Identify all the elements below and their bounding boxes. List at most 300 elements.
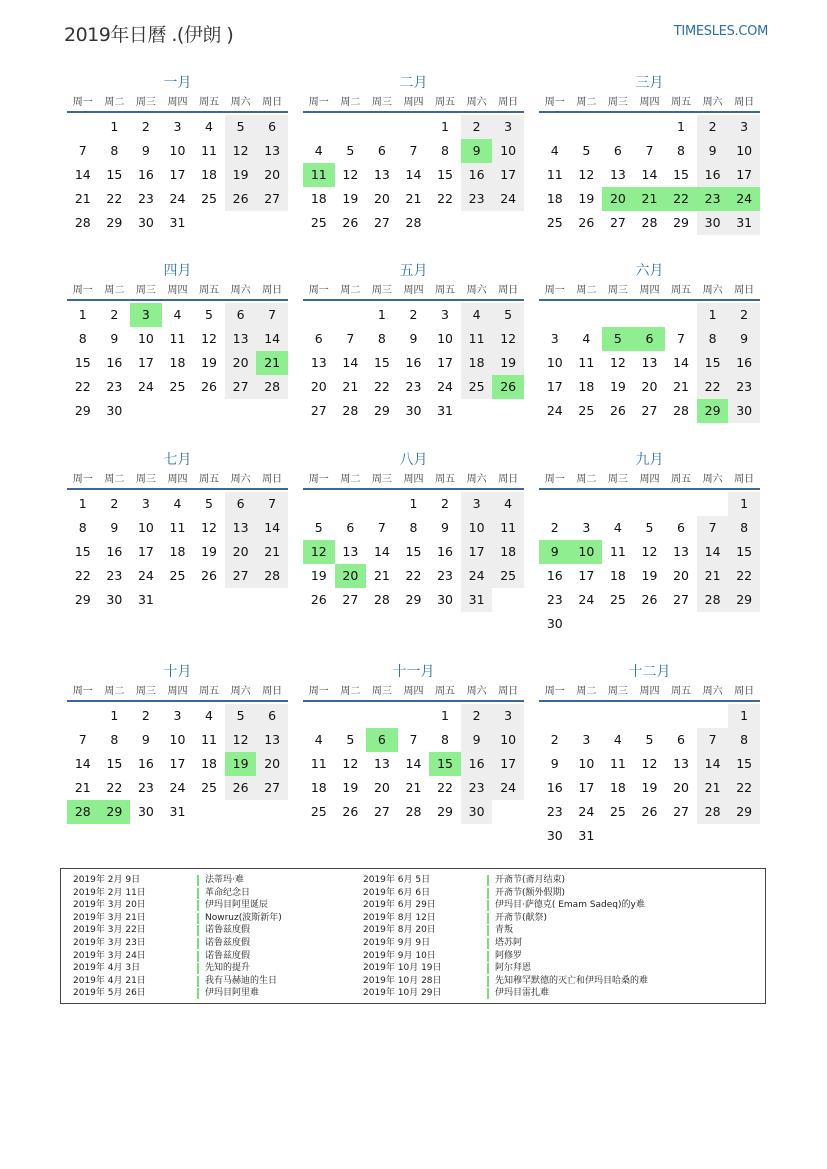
- weekday-label: 周三: [371, 285, 392, 296]
- day-cell: 31: [578, 828, 595, 843]
- weekday-label: 周三: [371, 686, 392, 697]
- day-cell: 12: [201, 520, 217, 535]
- day-cell: 27: [225, 564, 257, 588]
- weekday-label: 周一: [308, 97, 329, 108]
- month-name: 十二月: [628, 664, 671, 680]
- empty-cell: [335, 115, 367, 139]
- weekday-label: 周二: [104, 97, 125, 108]
- day-cell: 29: [728, 800, 760, 824]
- day-grid: [303, 704, 524, 824]
- day-cell: 10: [546, 355, 563, 370]
- day-cell: 4: [314, 732, 323, 747]
- day-cell: 5: [314, 520, 323, 535]
- day-cell: 19: [342, 191, 359, 206]
- legend-row: [363, 975, 648, 988]
- holiday-day-cell: 9: [461, 139, 493, 163]
- weekday-label: 周五: [671, 686, 692, 697]
- legend-row: [363, 887, 648, 900]
- day-cell: 15: [697, 351, 729, 375]
- month-block: [303, 661, 524, 824]
- day-cell: 7: [346, 331, 355, 346]
- weekday-label: 周五: [435, 285, 456, 296]
- empty-cell: [366, 492, 398, 516]
- empty-cell: [335, 704, 367, 728]
- day-cell: 14: [673, 355, 689, 370]
- holiday-day-cell: 21: [256, 351, 288, 375]
- weekday-label: 周一: [72, 285, 93, 296]
- day-cell: 30: [461, 800, 493, 824]
- empty-cell: [303, 115, 335, 139]
- day-cell: 12: [578, 167, 595, 182]
- day-cell: 10: [437, 331, 453, 346]
- day-cell: 18: [201, 756, 217, 771]
- holiday-marker: [197, 938, 199, 949]
- day-cell: 27: [310, 403, 327, 418]
- weekday-label: 周二: [576, 285, 597, 296]
- weekday-label: 周二: [104, 474, 125, 485]
- holiday-name: 先知的提升: [205, 963, 251, 974]
- weekday-label: 周三: [607, 97, 628, 108]
- holiday-marker: [197, 963, 199, 974]
- weekday-label: 周六: [702, 686, 723, 697]
- weekday-header: [303, 683, 524, 702]
- day-grid: [67, 492, 288, 612]
- day-cell: 12: [609, 355, 626, 370]
- weekday-label: 周四: [639, 285, 660, 296]
- day-cell: 17: [437, 355, 453, 370]
- day-cell: 19: [201, 544, 217, 559]
- legend-row: [73, 937, 282, 950]
- day-cell: 2: [461, 704, 493, 728]
- holiday-name: 伊玛目阿里难: [205, 988, 260, 999]
- day-cell: 26: [225, 187, 257, 211]
- day-cell: 10: [137, 331, 154, 346]
- day-cell: 28: [697, 800, 729, 824]
- day-cell: 22: [728, 776, 760, 800]
- day-cell: 30: [546, 828, 563, 843]
- weekday-label: 周日: [262, 686, 283, 697]
- holiday-name: 革命纪念日: [205, 887, 251, 898]
- holiday-marker: [487, 988, 489, 999]
- day-cell: 27: [641, 403, 658, 418]
- holiday-date: 2019年 9月 10日: [363, 950, 436, 961]
- month-name: 九月: [635, 452, 664, 468]
- holiday-marker: [487, 925, 489, 936]
- empty-cell: [335, 303, 367, 327]
- holiday-day-cell: 10: [571, 540, 603, 564]
- weekday-label: 周二: [576, 686, 597, 697]
- holiday-day-cell: 29: [99, 800, 131, 824]
- day-cell: 12: [201, 331, 217, 346]
- day-cell: 18: [609, 780, 626, 795]
- day-cell: 11: [492, 516, 524, 540]
- month-name: 六月: [635, 263, 664, 279]
- holiday-name: 诺鲁兹度假: [205, 925, 251, 936]
- day-cell: 6: [677, 520, 685, 535]
- day-cell: 26: [201, 379, 217, 394]
- holiday-name: 开斋节(献祭): [495, 912, 548, 923]
- holiday-day-cell: 20: [335, 564, 367, 588]
- day-cell: 11: [169, 331, 186, 346]
- day-cell: 20: [673, 568, 689, 583]
- holiday-marker: [197, 951, 199, 962]
- day-cell: 28: [673, 403, 689, 418]
- empty-cell: [665, 303, 697, 327]
- day-cell: 7: [409, 143, 418, 158]
- day-cell: 31: [461, 588, 493, 612]
- day-cell: 7: [256, 492, 288, 516]
- weekday-header: [303, 471, 524, 490]
- holiday-date: 2019年 8月 12日: [363, 912, 436, 923]
- legend-row: [73, 950, 282, 963]
- holiday-day-cell: 22: [665, 187, 697, 211]
- site-brand[interactable]: TIMESLES.COM: [673, 24, 768, 39]
- holiday-name: 青叛: [495, 925, 514, 936]
- day-cell: 26: [310, 592, 327, 607]
- weekday-label: 周四: [167, 285, 188, 296]
- day-cell: 23: [137, 191, 154, 206]
- day-cell: 8: [728, 516, 760, 540]
- day-cell: 8: [78, 331, 87, 346]
- day-cell: 9: [110, 331, 119, 346]
- holiday-name: 诺鲁兹度假: [205, 937, 251, 948]
- month-name: 七月: [163, 452, 192, 468]
- day-cell: 19: [310, 568, 327, 583]
- weekday-label: 周日: [262, 474, 283, 485]
- day-cell: 4: [613, 732, 622, 747]
- day-cell: 28: [697, 588, 729, 612]
- weekday-label: 周三: [135, 474, 156, 485]
- day-cell: 24: [437, 379, 453, 394]
- day-cell: 10: [492, 139, 524, 163]
- day-cell: 3: [141, 496, 150, 511]
- day-cell: 3: [492, 115, 524, 139]
- day-cell: 3: [173, 119, 182, 134]
- day-cell: 15: [728, 752, 760, 776]
- empty-cell: [571, 704, 603, 728]
- holiday-date: 2019年 2月 11日: [73, 887, 146, 898]
- weekday-header: [539, 282, 760, 301]
- weekday-label: 周四: [403, 285, 424, 296]
- day-cell: 14: [342, 355, 359, 370]
- legend-row: [73, 912, 282, 925]
- day-cell: 24: [137, 379, 154, 394]
- day-cell: 5: [205, 496, 213, 511]
- day-cell: 19: [342, 780, 359, 795]
- day-cell: 23: [405, 379, 422, 394]
- weekday-label: 周四: [403, 474, 424, 485]
- weekday-label: 周六: [230, 97, 251, 108]
- weekday-label: 周一: [308, 686, 329, 697]
- day-cell: 13: [310, 355, 327, 370]
- day-cell: 29: [373, 403, 390, 418]
- day-cell: 17: [137, 355, 154, 370]
- day-cell: 15: [106, 167, 123, 182]
- day-cell: 22: [437, 191, 453, 206]
- holiday-name: 伊玛目阿里诞辰: [205, 900, 269, 911]
- legend-row: [363, 874, 648, 887]
- day-cell: 16: [106, 355, 123, 370]
- weekday-label: 周一: [72, 474, 93, 485]
- day-cell: 16: [546, 568, 563, 583]
- day-cell: 2: [141, 708, 150, 723]
- day-cell: 25: [201, 780, 217, 795]
- holiday-marker: [487, 900, 489, 911]
- day-cell: 29: [74, 403, 91, 418]
- day-cell: 18: [310, 780, 327, 795]
- day-cell: 10: [169, 732, 186, 747]
- day-grid: [303, 492, 524, 612]
- day-cell: 21: [373, 568, 390, 583]
- day-cell: 1: [697, 303, 729, 327]
- weekday-label: 周三: [371, 97, 392, 108]
- day-cell: 9: [550, 756, 559, 771]
- holiday-day-cell: 19: [225, 752, 257, 776]
- holiday-day-cell: 28: [67, 800, 99, 824]
- holiday-day-cell: 15: [429, 752, 461, 776]
- day-cell: 2: [110, 307, 119, 322]
- day-cell: 1: [110, 119, 119, 134]
- weekday-header: [539, 94, 760, 113]
- month-block: [303, 72, 524, 235]
- day-cell: 18: [546, 191, 563, 206]
- day-cell: 15: [106, 756, 123, 771]
- day-cell: 27: [256, 776, 288, 800]
- day-cell: 20: [225, 540, 257, 564]
- holiday-marker: [487, 913, 489, 924]
- day-cell: 16: [728, 351, 760, 375]
- holiday-date: 2019年 9月 9日: [363, 937, 431, 948]
- weekday-header: [539, 471, 760, 490]
- empty-cell: [539, 303, 571, 327]
- holiday-marker: [487, 888, 489, 899]
- day-cell: 16: [137, 756, 154, 771]
- weekday-label: 周三: [135, 686, 156, 697]
- day-cell: 8: [697, 327, 729, 351]
- day-cell: 25: [310, 215, 327, 230]
- weekday-label: 周六: [466, 686, 487, 697]
- day-cell: 19: [225, 163, 257, 187]
- day-cell: 23: [461, 187, 493, 211]
- weekday-label: 周日: [498, 686, 519, 697]
- day-cell: 23: [437, 568, 453, 583]
- day-cell: 11: [546, 167, 563, 182]
- day-cell: 28: [256, 564, 288, 588]
- holiday-name: 我有马赫迪的生日: [205, 975, 278, 986]
- weekday-label: 周五: [435, 97, 456, 108]
- day-cell: 22: [106, 191, 123, 206]
- day-cell: 30: [546, 616, 563, 631]
- day-cell: 31: [169, 215, 186, 230]
- day-cell: 6: [346, 520, 355, 535]
- day-cell: 17: [137, 544, 154, 559]
- day-cell: 10: [169, 143, 186, 158]
- weekday-label: 周六: [702, 97, 723, 108]
- day-cell: 15: [405, 544, 422, 559]
- day-cell: 19: [641, 780, 658, 795]
- day-cell: 23: [106, 379, 123, 394]
- day-cell: 24: [578, 592, 595, 607]
- day-cell: 3: [461, 492, 493, 516]
- month-name: 十一月: [392, 664, 435, 680]
- day-cell: 2: [697, 115, 729, 139]
- holiday-name: 阿尔拜恩: [495, 963, 532, 974]
- day-cell: 8: [110, 143, 119, 158]
- day-cell: 19: [492, 351, 524, 375]
- day-cell: 22: [405, 568, 422, 583]
- empty-cell: [539, 492, 571, 516]
- empty-cell: [303, 492, 335, 516]
- day-cell: 9: [110, 520, 119, 535]
- weekday-label: 周二: [576, 474, 597, 485]
- day-cell: 30: [137, 804, 154, 819]
- day-cell: 13: [373, 167, 390, 182]
- day-cell: 2: [141, 119, 150, 134]
- day-cell: 11: [169, 520, 186, 535]
- day-cell: 7: [377, 520, 386, 535]
- holiday-date: 2019年 5月 26日: [73, 988, 146, 999]
- weekday-label: 周一: [544, 474, 565, 485]
- legend-row: [363, 899, 648, 912]
- day-cell: 20: [673, 780, 689, 795]
- day-cell: 25: [546, 215, 563, 230]
- day-cell: 26: [641, 804, 658, 819]
- weekday-label: 周一: [544, 285, 565, 296]
- day-cell: 12: [342, 756, 359, 771]
- day-cell: 10: [728, 139, 760, 163]
- day-cell: 14: [641, 167, 658, 182]
- holiday-date: 2019年 6月 29日: [363, 900, 436, 911]
- day-cell: 7: [409, 732, 418, 747]
- day-cell: 22: [728, 564, 760, 588]
- day-cell: 3: [492, 704, 524, 728]
- empty-cell: [303, 704, 335, 728]
- weekday-header: [67, 282, 288, 301]
- day-cell: 6: [377, 143, 386, 158]
- month-name: 三月: [635, 75, 664, 91]
- day-cell: 3: [582, 520, 591, 535]
- weekday-label: 周四: [403, 686, 424, 697]
- day-cell: 19: [609, 379, 626, 394]
- day-cell: 25: [201, 191, 217, 206]
- day-cell: 30: [697, 211, 729, 235]
- weekday-label: 周六: [702, 474, 723, 485]
- weekday-label: 周二: [340, 97, 361, 108]
- weekday-label: 周日: [498, 285, 519, 296]
- day-cell: 7: [256, 303, 288, 327]
- day-cell: 17: [461, 540, 493, 564]
- weekday-label: 周一: [72, 97, 93, 108]
- day-cell: 6: [225, 492, 257, 516]
- legend-row: [73, 899, 282, 912]
- day-cell: 14: [405, 756, 422, 771]
- day-cell: 20: [641, 379, 658, 394]
- weekday-label: 周一: [308, 285, 329, 296]
- day-cell: 28: [405, 804, 422, 819]
- day-cell: 26: [342, 215, 359, 230]
- day-cell: 21: [256, 540, 288, 564]
- weekday-label: 周三: [607, 686, 628, 697]
- day-cell: 15: [74, 544, 91, 559]
- day-cell: 31: [728, 211, 760, 235]
- holiday-date: 2019年 4月 3日: [73, 963, 141, 974]
- legend-row: [363, 937, 648, 950]
- day-cell: 14: [405, 167, 422, 182]
- empty-cell: [665, 704, 697, 728]
- day-cell: 9: [141, 732, 150, 747]
- weekday-label: 周六: [702, 285, 723, 296]
- day-cell: 27: [673, 592, 689, 607]
- weekday-label: 周四: [167, 97, 188, 108]
- weekday-label: 周五: [671, 474, 692, 485]
- day-cell: 24: [492, 187, 524, 211]
- weekday-label: 周四: [167, 474, 188, 485]
- holiday-day-cell: 21: [634, 187, 666, 211]
- day-cell: 4: [461, 303, 493, 327]
- day-cell: 30: [405, 403, 422, 418]
- weekday-label: 周五: [199, 285, 220, 296]
- weekday-label: 周日: [734, 474, 755, 485]
- day-cell: 17: [578, 568, 595, 583]
- legend-column-left: [73, 874, 282, 1000]
- day-cell: 16: [697, 163, 729, 187]
- day-grid: [67, 303, 288, 423]
- day-cell: 1: [110, 708, 119, 723]
- month-name: 五月: [399, 263, 428, 279]
- weekday-label: 周六: [230, 686, 251, 697]
- day-cell: 27: [673, 804, 689, 819]
- day-cell: 18: [169, 355, 186, 370]
- month-block: [67, 449, 288, 612]
- day-cell: 10: [461, 516, 493, 540]
- day-cell: 5: [492, 303, 524, 327]
- day-cell: 8: [110, 732, 119, 747]
- holiday-day-cell: 11: [303, 163, 335, 187]
- weekday-header: [67, 94, 288, 113]
- day-grid: [539, 115, 760, 235]
- day-cell: 20: [373, 191, 390, 206]
- month-block: [539, 449, 760, 636]
- day-cell: 6: [677, 732, 685, 747]
- day-cell: 12: [225, 728, 257, 752]
- holiday-name: 先知穆罕默德的灭亡和伊玛目哈桑的难: [495, 975, 649, 986]
- legend-row: [363, 950, 648, 963]
- day-cell: 3: [441, 307, 449, 322]
- day-cell: 3: [728, 115, 760, 139]
- legend-row: [73, 924, 282, 937]
- day-cell: 21: [405, 191, 422, 206]
- holiday-legend: [60, 868, 766, 1004]
- weekday-label: 周四: [403, 97, 424, 108]
- day-cell: 4: [173, 307, 182, 322]
- day-cell: 18: [461, 351, 493, 375]
- day-cell: 28: [342, 403, 359, 418]
- day-cell: 21: [74, 780, 91, 795]
- empty-cell: [602, 704, 634, 728]
- weekday-label: 周四: [639, 686, 660, 697]
- day-cell: 28: [74, 215, 91, 230]
- day-cell: 10: [492, 728, 524, 752]
- day-cell: 30: [137, 215, 154, 230]
- day-cell: 20: [256, 163, 288, 187]
- weekday-label: 周六: [466, 474, 487, 485]
- day-cell: 24: [461, 564, 493, 588]
- day-cell: 24: [492, 776, 524, 800]
- day-cell: 8: [78, 520, 87, 535]
- day-cell: 26: [578, 215, 595, 230]
- weekday-label: 周三: [135, 97, 156, 108]
- holiday-day-cell: 23: [697, 187, 729, 211]
